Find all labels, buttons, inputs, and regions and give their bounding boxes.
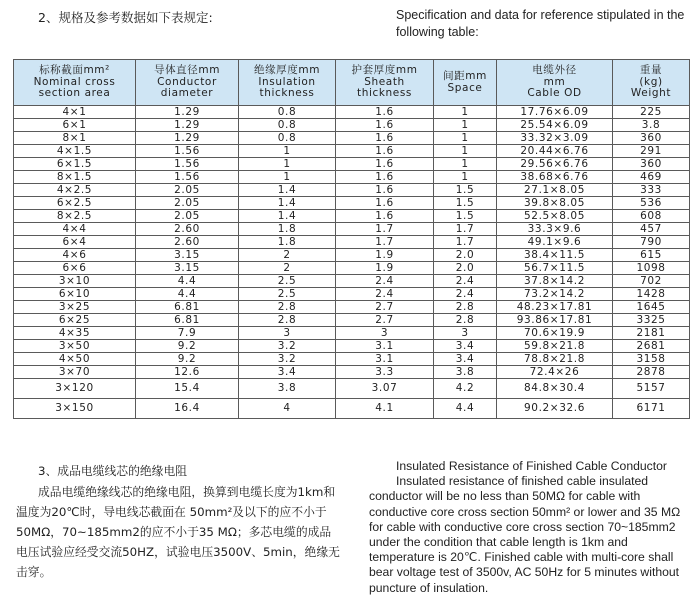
table-row — [14, 184, 690, 197]
table-row — [14, 301, 690, 314]
column-header-zh: 电缆外径 — [532, 64, 577, 77]
table-cell: 1.5 — [434, 197, 497, 210]
table-cell: 84.8×30.4 — [497, 379, 613, 399]
table-cell: 48.23×17.81 — [497, 301, 613, 314]
column-header — [497, 60, 613, 106]
table-cell: 1 — [239, 158, 336, 171]
table-cell: 2.05 — [136, 197, 239, 210]
table-cell: 1 — [434, 106, 497, 119]
column-header-en2: thickness — [259, 87, 315, 100]
table-cell: 1 — [434, 158, 497, 171]
table-cell: 4.2 — [434, 379, 497, 399]
column-header — [434, 60, 497, 106]
table-cell: 49.1×9.6 — [497, 236, 613, 249]
table-cell: 2.0 — [434, 262, 497, 275]
table-cell: 1 — [434, 171, 497, 184]
table-cell: 4.1 — [336, 399, 434, 419]
table-cell: 6×4 — [14, 236, 136, 249]
column-header-en1: Conductor — [157, 75, 217, 88]
table-cell: 2.60 — [136, 223, 239, 236]
table-cell: 1 — [434, 119, 497, 132]
table-cell: 33.32×3.09 — [497, 132, 613, 145]
table-cell: 3×25 — [14, 301, 136, 314]
table-cell: 4×1 — [14, 106, 136, 119]
table-cell: 1.6 — [336, 171, 434, 184]
table-cell: 3.8 — [239, 379, 336, 399]
table-cell: 59.8×21.8 — [497, 340, 613, 353]
table-row — [14, 379, 690, 399]
table-cell: 702 — [613, 275, 690, 288]
table-cell: 2.8 — [434, 314, 497, 327]
table-row — [14, 106, 690, 119]
table-cell: 225 — [613, 106, 690, 119]
table-cell: 6.81 — [136, 314, 239, 327]
table-cell: 3.8 — [434, 366, 497, 379]
table-cell: 1.7 — [336, 223, 434, 236]
table-cell: 3.15 — [136, 262, 239, 275]
table-cell: 78.8×21.8 — [497, 353, 613, 366]
column-header-en1: (kg) — [639, 75, 663, 88]
table-cell: 4.4 — [434, 399, 497, 419]
table-row — [14, 399, 690, 419]
column-header-en2: Cable OD — [527, 87, 582, 100]
table-row — [14, 275, 690, 288]
column-header-en1: Insulation — [258, 75, 316, 88]
table-cell: 6×25 — [14, 314, 136, 327]
table-cell: 6×1 — [14, 119, 136, 132]
table-cell: 3158 — [613, 353, 690, 366]
table-cell: 4×1.5 — [14, 145, 136, 158]
column-header-zh: 绝缘厚度mm — [253, 64, 321, 77]
table-cell: 2.8 — [239, 301, 336, 314]
section-3-title-zh: 3、成品电缆线芯的绝缘电阻 — [38, 464, 188, 478]
table-cell: 9.2 — [136, 340, 239, 353]
table-cell: 2.05 — [136, 184, 239, 197]
column-header — [336, 60, 434, 106]
table-cell: 3.1 — [336, 340, 434, 353]
table-cell: 4.4 — [136, 275, 239, 288]
table-cell: 1 — [239, 171, 336, 184]
column-header-en2: Weight — [630, 87, 672, 100]
table-cell: 3.15 — [136, 249, 239, 262]
table-row — [14, 327, 690, 340]
table-cell: 469 — [613, 171, 690, 184]
spec-table — [13, 59, 690, 419]
section-3-title-en: Insulated Resistance of Finished Cable Conductor — [396, 459, 667, 473]
table-cell: 7.9 — [136, 327, 239, 340]
table-cell: 615 — [613, 249, 690, 262]
table-cell: 2181 — [613, 327, 690, 340]
table-cell: 360 — [613, 132, 690, 145]
section-2-heading-en-line1: Specification and data for reference stipulated in the — [396, 8, 685, 22]
table-cell: 1.4 — [239, 210, 336, 223]
table-cell: 4×50 — [14, 353, 136, 366]
table-cell: 33.3×9.6 — [497, 223, 613, 236]
table-cell: 0.8 — [239, 119, 336, 132]
table-cell: 3×150 — [14, 399, 136, 419]
table-cell: 3.4 — [434, 340, 497, 353]
table-cell: 1098 — [613, 262, 690, 275]
table-cell: 1.56 — [136, 145, 239, 158]
table-cell: 6×1.5 — [14, 158, 136, 171]
section-3-body-zh: 成品电缆绝缘线芯的绝缘电阻，换算到电缆长度为1km和温度为20℃时，导电线芯截面在 50mm²及以下的应不小于50MΩ，70~185mm2的应不小于35 MΩ；多芯电缆的成品电压试验应经受交流50HZ，试验电压3500V、5min，绝缘无击穿。 — [16, 485, 340, 579]
table-cell: 790 — [613, 236, 690, 249]
table-cell: 2878 — [613, 366, 690, 379]
table-cell: 4×6 — [14, 249, 136, 262]
column-header-en1: Space — [447, 81, 483, 94]
table-cell: 1.7 — [336, 236, 434, 249]
table-cell: 3×10 — [14, 275, 136, 288]
table-cell: 2.5 — [239, 288, 336, 301]
table-cell: 1645 — [613, 301, 690, 314]
table-cell: 1428 — [613, 288, 690, 301]
table-cell: 6×10 — [14, 288, 136, 301]
table-cell: 4 — [239, 399, 336, 419]
table-cell: 3 — [239, 327, 336, 340]
column-header — [239, 60, 336, 106]
table-cell: 291 — [613, 145, 690, 158]
table-cell: 3×70 — [14, 366, 136, 379]
table-cell: 38.4×11.5 — [497, 249, 613, 262]
table-cell: 3×120 — [14, 379, 136, 399]
table-cell: 56.7×11.5 — [497, 262, 613, 275]
column-header-en1: Nominal cross — [33, 75, 116, 88]
table-cell: 1.8 — [239, 223, 336, 236]
table-cell: 2.0 — [434, 249, 497, 262]
table-cell: 2.5 — [239, 275, 336, 288]
column-header-en1: mm — [543, 75, 566, 88]
table-cell: 1.29 — [136, 106, 239, 119]
table-cell: 1.56 — [136, 171, 239, 184]
table-cell: 52.5×8.05 — [497, 210, 613, 223]
table-cell: 6171 — [613, 399, 690, 419]
table-cell: 8×1.5 — [14, 171, 136, 184]
table-cell: 1.7 — [434, 236, 497, 249]
column-header-en2: diameter — [160, 87, 214, 100]
table-cell: 12.6 — [136, 366, 239, 379]
table-row — [14, 171, 690, 184]
table-cell: 2.8 — [239, 314, 336, 327]
column-header — [14, 60, 136, 106]
table-cell: 8×2.5 — [14, 210, 136, 223]
table-cell: 1.6 — [336, 184, 434, 197]
table-cell: 360 — [613, 158, 690, 171]
table-cell: 2 — [239, 249, 336, 262]
table-cell: 2.7 — [336, 301, 434, 314]
table-cell: 1.29 — [136, 119, 239, 132]
table-cell: 2.8 — [434, 301, 497, 314]
table-cell: 9.2 — [136, 353, 239, 366]
table-cell: 1.7 — [434, 223, 497, 236]
table-row — [14, 119, 690, 132]
table-cell: 1.5 — [434, 184, 497, 197]
table-cell: 333 — [613, 184, 690, 197]
table-row — [14, 314, 690, 327]
table-cell: 3.3 — [336, 366, 434, 379]
table-cell: 17.76×6.09 — [497, 106, 613, 119]
table-cell: 73.2×14.2 — [497, 288, 613, 301]
column-header-en2: section area — [38, 87, 111, 100]
table-cell: 1.9 — [336, 262, 434, 275]
table-cell: 1.9 — [336, 249, 434, 262]
table-cell: 3 — [434, 327, 497, 340]
column-header-zh: 重量 — [639, 64, 663, 77]
table-cell: 38.68×6.76 — [497, 171, 613, 184]
table-cell: 0.8 — [239, 106, 336, 119]
table-cell: 1.5 — [434, 210, 497, 223]
table-cell: 1.6 — [336, 106, 434, 119]
table-cell: 0.8 — [239, 132, 336, 145]
table-cell: 1.4 — [239, 197, 336, 210]
table-cell: 6×2.5 — [14, 197, 136, 210]
table-cell: 3.1 — [336, 353, 434, 366]
table-cell: 20.44×6.76 — [497, 145, 613, 158]
table-cell: 1.56 — [136, 158, 239, 171]
table-row — [14, 132, 690, 145]
table-row — [14, 236, 690, 249]
spec-table-header-row — [14, 60, 690, 106]
table-cell: 37.8×14.2 — [497, 275, 613, 288]
table-cell: 3.4 — [239, 366, 336, 379]
table-cell: 2 — [239, 262, 336, 275]
table-cell: 93.86×17.81 — [497, 314, 613, 327]
table-cell: 2.4 — [336, 275, 434, 288]
table-cell: 2.60 — [136, 236, 239, 249]
table-cell: 3.07 — [336, 379, 434, 399]
table-row — [14, 197, 690, 210]
spec-table-body — [14, 106, 690, 419]
table-cell: 8×1 — [14, 132, 136, 145]
table-row — [14, 223, 690, 236]
table-row — [14, 288, 690, 301]
section-2-heading-en — [396, 7, 696, 41]
table-cell: 15.4 — [136, 379, 239, 399]
column-header-zh: 导体直径mm — [153, 64, 221, 77]
table-cell: 1.8 — [239, 236, 336, 249]
section-3-body-en: Insulated resistance of finished cable insulated conductor will be no less than 50MΩ for cable with conductive core cross section 50mm² or lower and 35 MΩ for cable with conductive core cross section 70~185mm2 under the condition that cable length is 1km and temperature is 20℃. Finished cable with multi-core shall bear voltage test of 3500v, AC 50Hz for 5 minutes without puncture of insulation. — [369, 474, 681, 595]
table-cell: 1.4 — [239, 184, 336, 197]
table-cell: 2.4 — [434, 288, 497, 301]
table-cell: 39.8×8.05 — [497, 197, 613, 210]
table-cell: 1 — [434, 132, 497, 145]
table-cell: 4×4 — [14, 223, 136, 236]
table-row — [14, 158, 690, 171]
table-cell: 2.05 — [136, 210, 239, 223]
table-cell: 16.4 — [136, 399, 239, 419]
table-cell: 3×50 — [14, 340, 136, 353]
table-row — [14, 210, 690, 223]
table-cell: 4×2.5 — [14, 184, 136, 197]
table-cell: 6×6 — [14, 262, 136, 275]
table-row — [14, 262, 690, 275]
column-header — [136, 60, 239, 106]
table-row — [14, 145, 690, 158]
table-cell: 3.8 — [613, 119, 690, 132]
section-3-en — [369, 459, 694, 596]
table-cell: 1.6 — [336, 119, 434, 132]
table-row — [14, 249, 690, 262]
table-cell: 72.4×26 — [497, 366, 613, 379]
table-cell: 2681 — [613, 340, 690, 353]
column-header — [613, 60, 690, 106]
column-header-en1: Sheath — [364, 75, 405, 88]
table-cell: 1.6 — [336, 158, 434, 171]
table-cell: 1.6 — [336, 210, 434, 223]
table-row — [14, 366, 690, 379]
table-row — [14, 340, 690, 353]
table-cell: 6.81 — [136, 301, 239, 314]
table-cell: 536 — [613, 197, 690, 210]
table-cell: 5157 — [613, 379, 690, 399]
table-cell: 1.29 — [136, 132, 239, 145]
column-header-zh: 护套厚度mm — [351, 64, 418, 77]
table-cell: 1 — [239, 145, 336, 158]
table-cell: 2.4 — [336, 288, 434, 301]
table-cell: 1.6 — [336, 145, 434, 158]
table-cell: 4.4 — [136, 288, 239, 301]
table-cell: 4×35 — [14, 327, 136, 340]
table-row — [14, 353, 690, 366]
table-cell: 70.6×19.9 — [497, 327, 613, 340]
column-header-en2: thickness — [357, 87, 412, 100]
table-cell: 3.4 — [434, 353, 497, 366]
table-cell: 3.2 — [239, 353, 336, 366]
table-cell: 457 — [613, 223, 690, 236]
table-cell: 608 — [613, 210, 690, 223]
table-cell: 29.56×6.76 — [497, 158, 613, 171]
section-3-zh — [16, 461, 340, 582]
section-2-heading-en-line2: following table: — [396, 25, 479, 39]
table-cell: 3 — [336, 327, 434, 340]
table-cell: 2.4 — [434, 275, 497, 288]
table-cell: 3325 — [613, 314, 690, 327]
table-cell: 25.54×6.09 — [497, 119, 613, 132]
table-cell: 1 — [434, 145, 497, 158]
table-cell: 90.2×32.6 — [497, 399, 613, 419]
table-cell: 1.6 — [336, 132, 434, 145]
table-cell: 27.1×8.05 — [497, 184, 613, 197]
column-header-zh: 间距mm — [443, 70, 487, 82]
table-cell: 2.7 — [336, 314, 434, 327]
table-cell: 3.2 — [239, 340, 336, 353]
table-cell: 1.6 — [336, 197, 434, 210]
section-2-heading-zh: 2、规格及参考数据如下表规定: — [38, 10, 213, 25]
column-header-zh: 标称截面mm² — [39, 64, 110, 77]
